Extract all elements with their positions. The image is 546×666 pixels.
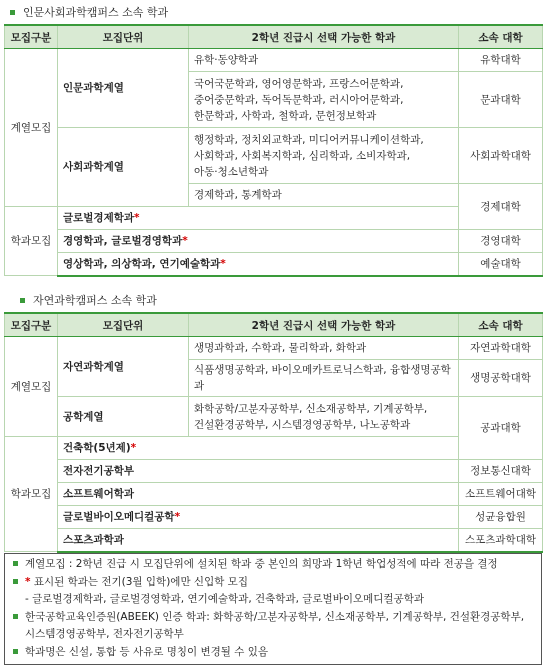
star-mark: * <box>182 235 188 247</box>
header-selectable-majors: 2학년 진급시 선택 가능한 학과 <box>189 25 459 49</box>
college-arts: 예술대학 <box>459 253 543 276</box>
table-row <box>5 506 543 529</box>
notes-box <box>4 553 542 665</box>
college-economics: 경제대학 <box>459 184 543 230</box>
college-software: 소프트웨어대학 <box>459 483 543 506</box>
section-title-text: 자연과학캠퍼스 소속 학과 <box>33 294 157 307</box>
unit-biomedical: 글로벌바이오메디컬공학* <box>58 506 459 529</box>
unit-social: 사회과학계열 <box>58 128 189 207</box>
table-header-row <box>5 25 543 49</box>
humanities-campus-table <box>4 24 543 277</box>
table-row <box>5 253 543 276</box>
group-series: 계열모집 <box>5 337 58 437</box>
college-convergence: 성균융합원 <box>459 506 543 529</box>
unit-global-economics: 글로벌경제학과* <box>58 207 459 230</box>
table-row <box>5 529 543 552</box>
majors-social: 행정학과, 정치외교학과, 미디어커뮤니케이션학과, 사회학과, 사회복지학과, 심리학과, 소비자학과, 아동·청소년학과 <box>189 128 459 184</box>
green-square-bullet-icon <box>13 561 18 566</box>
table-row <box>5 230 543 253</box>
green-square-bullet-icon <box>13 649 18 654</box>
college-social-science: 사회과학대학 <box>459 128 543 184</box>
college-natural-science: 자연과학대학 <box>459 337 543 360</box>
star-mark: * <box>134 212 140 224</box>
majors-confucian: 유학·동양학과 <box>189 49 459 72</box>
section-title-text: 인문사회과학캠퍼스 소속 학과 <box>23 6 169 19</box>
unit-engineering: 공학계열 <box>58 397 189 437</box>
group-dept: 학과모집 <box>5 437 58 552</box>
unit-sports: 스포츠과학과 <box>58 529 459 552</box>
green-square-bullet-icon <box>13 614 18 619</box>
note-subitem: - 글로벌경제학과, 글로벌경영학과, 연기예술학과, 건축학과, 글로벌바이오메디컬공학과 <box>25 593 424 605</box>
header-recruit-type: 모집구분 <box>5 313 58 337</box>
unit-video-arts: 영상학과, 의상학과, 연기예술학과* <box>58 253 459 276</box>
college-life-engineering: 생명공학대학 <box>459 360 543 397</box>
college-ict: 정보통신대학 <box>459 460 543 483</box>
unit-natural-science: 자연과학계열 <box>58 337 189 397</box>
header-recruit-unit: 모집단위 <box>58 25 189 49</box>
unit-business: 경영학과, 글로벌경영학과* <box>58 230 459 253</box>
unit-software: 소프트웨어학과 <box>58 483 459 506</box>
star-mark: * <box>174 511 181 523</box>
header-college: 소속 대학 <box>459 25 543 49</box>
majors-life-science: 식품생명공학과, 바이오메카트로닉스학과, 융합생명공학과 <box>189 360 459 397</box>
table-row <box>5 128 543 184</box>
majors-engineering: 화학공학/고분자공학부, 신소재공학부, 기계공학부, 건설환경공학부, 시스템경영공학부, 나노공학과 <box>189 397 459 437</box>
majors-literature: 국어국문학과, 영어영문학과, 프랑스어문학과, 중어중문학과, 독어독문학과, 러시아어문학과, 한문학과, 사학과, 철학과, 문헌정보학과 <box>189 72 459 128</box>
note-item: * 표시된 학과는 전기(3월 입학)에만 신입학 모집 <box>11 574 541 592</box>
green-square-bullet-icon <box>13 579 18 584</box>
table-row <box>5 49 543 72</box>
majors-economics: 경제학과, 통계학과 <box>189 184 459 207</box>
majors-science: 생명과학과, 수학과, 물리학과, 화학과 <box>189 337 459 360</box>
table-row <box>5 460 543 483</box>
note-item: 한국공학교육인증원(ABEEK) 인증 학과: 화학공학/고분자공학부, 신소재공학부, 기계공학부, 건설환경공학부, <box>11 609 541 627</box>
star-mark: * <box>25 575 31 588</box>
natural-campus-table <box>4 312 543 553</box>
star-mark: * <box>130 442 137 454</box>
table-header-row <box>5 313 543 337</box>
college-liberal-arts: 문과대학 <box>459 72 543 128</box>
unit-humanities: 인문과학계열 <box>58 49 189 128</box>
section-title-humanities-campus <box>10 4 168 20</box>
unit-electrical: 전자전기공학부 <box>58 460 459 483</box>
note-item: 학과명은 신설, 통합 등 사유로 명칭이 변경될 수 있음 <box>11 644 541 662</box>
college-confucian: 유학대학 <box>459 49 543 72</box>
header-recruit-unit: 모집단위 <box>58 313 189 337</box>
college-business: 경영대학 <box>459 230 543 253</box>
green-square-bullet-icon <box>10 10 15 15</box>
note-item: 계열모집 : 2학년 진급 시 모집단위에 설치된 학과 중 본인의 희망과 1학년 학업성적에 따라 전공을 결정 <box>11 556 541 574</box>
college-engineering: 공과대학 <box>459 397 543 460</box>
section-title-natural-campus <box>20 292 157 308</box>
group-series: 계열모집 <box>5 49 58 207</box>
header-recruit-type: 모집구분 <box>5 25 58 49</box>
unit-architecture: 건축학(5년제)* <box>58 437 459 460</box>
header-selectable-majors: 2학년 진급시 선택 가능한 학과 <box>189 313 459 337</box>
header-college: 소속 대학 <box>459 313 543 337</box>
table-row <box>5 483 543 506</box>
table-row <box>5 337 543 360</box>
group-dept: 학과모집 <box>5 207 58 276</box>
table-row <box>5 397 543 437</box>
college-sports: 스포츠과학대학 <box>459 529 543 552</box>
green-square-bullet-icon <box>20 298 25 303</box>
star-mark: * <box>220 257 226 270</box>
note-continuation: 시스템경영공학부, 전자전기공학부 <box>25 628 184 640</box>
